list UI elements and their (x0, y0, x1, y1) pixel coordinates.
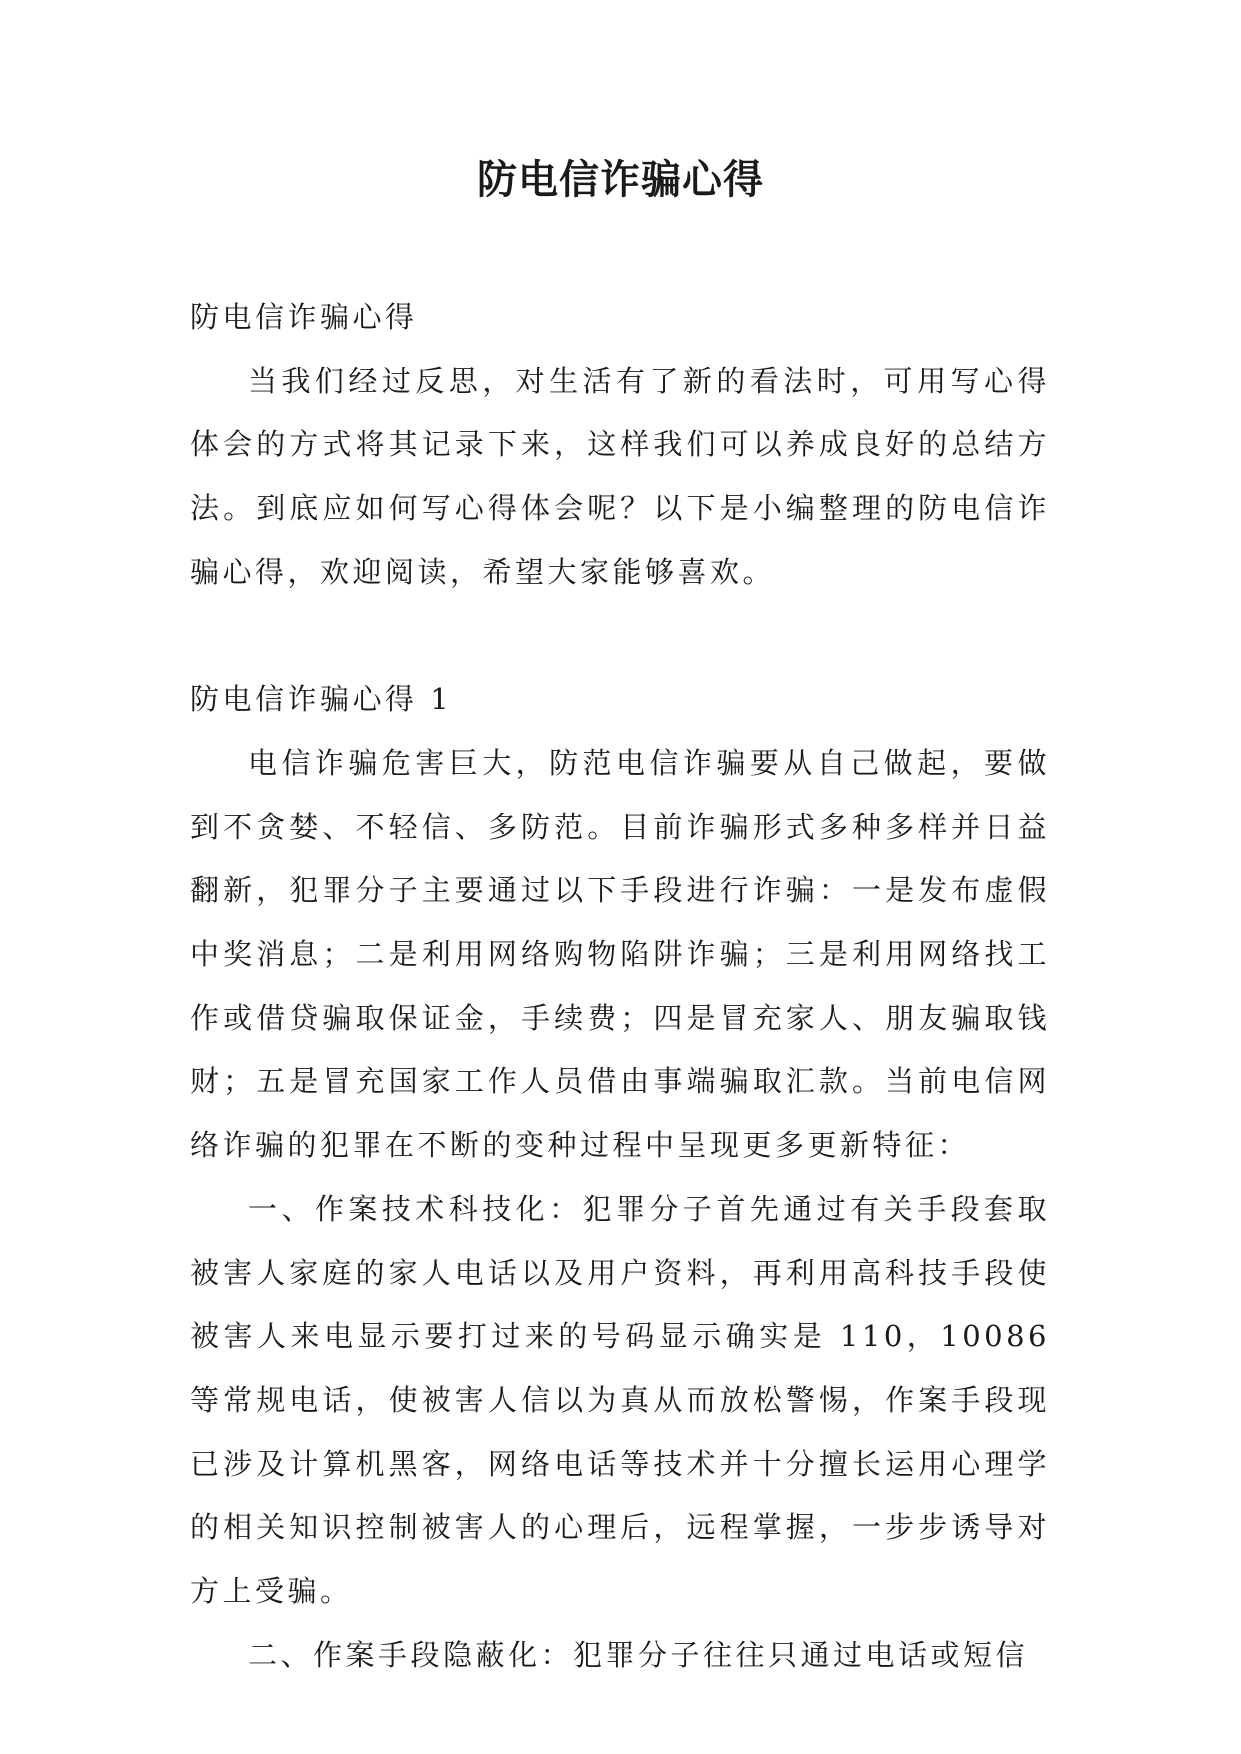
body-paragraph: 二、作案手段隐蔽化：犯罪分子往往只通过电话或短信 (248, 1637, 1029, 1672)
document-body (190, 286, 1050, 1687)
intro-paragraph: 当我们经过反思，对生活有了新的看法时，可用写心得体会的方式将其记录下来，这样我们可以养成良好的总结方法。到底应如何写心得体会呢？以下是小编整理的防电信诈骗心得，欢迎阅读，希望大家能够喜欢。 (190, 363, 1050, 589)
document-title: 防电信诈骗心得 (477, 156, 764, 203)
body-paragraph: 一、作案技术科技化：犯罪分子首先通过有关手段套取被害人家庭的家人电话以及用户资料，再利用高科技手段使被害人来电显示要打过来的号码显示确实是 110，10086 等常规电话，使被害人信以为真从而放松警惕，作案手段现已涉及计算机黑客，网络电话等技术并十分擅长运用心理学的相关知识控制被害人的心理后，远程掌握，一步步诱导对方上受骗。 (190, 1191, 1050, 1609)
paragraph-spacer (190, 605, 1050, 669)
subtitle-line: 防电信诈骗心得 (190, 300, 418, 334)
body-paragraph: 电信诈骗危害巨大，防范电信诈骗要从自己做起，要做到不贪婪、不轻信、多防范。目前诈骗形式多种多样并日益翻新，犯罪分子主要通过以下手段进行诈骗：一是发布虚假中奖消息；二是利用网络购物陷阱诈骗；三是利用网络找工作或借贷骗取保证金，手续费；四是冒充家人、朋友骗取钱财；五是冒充国家工作人员借由事端骗取汇款。当前电信网络诈骗的犯罪在不断的变种过程中呈现更多更新特征： (190, 745, 1050, 1163)
section-heading: 防电信诈骗心得 1 (190, 682, 453, 717)
